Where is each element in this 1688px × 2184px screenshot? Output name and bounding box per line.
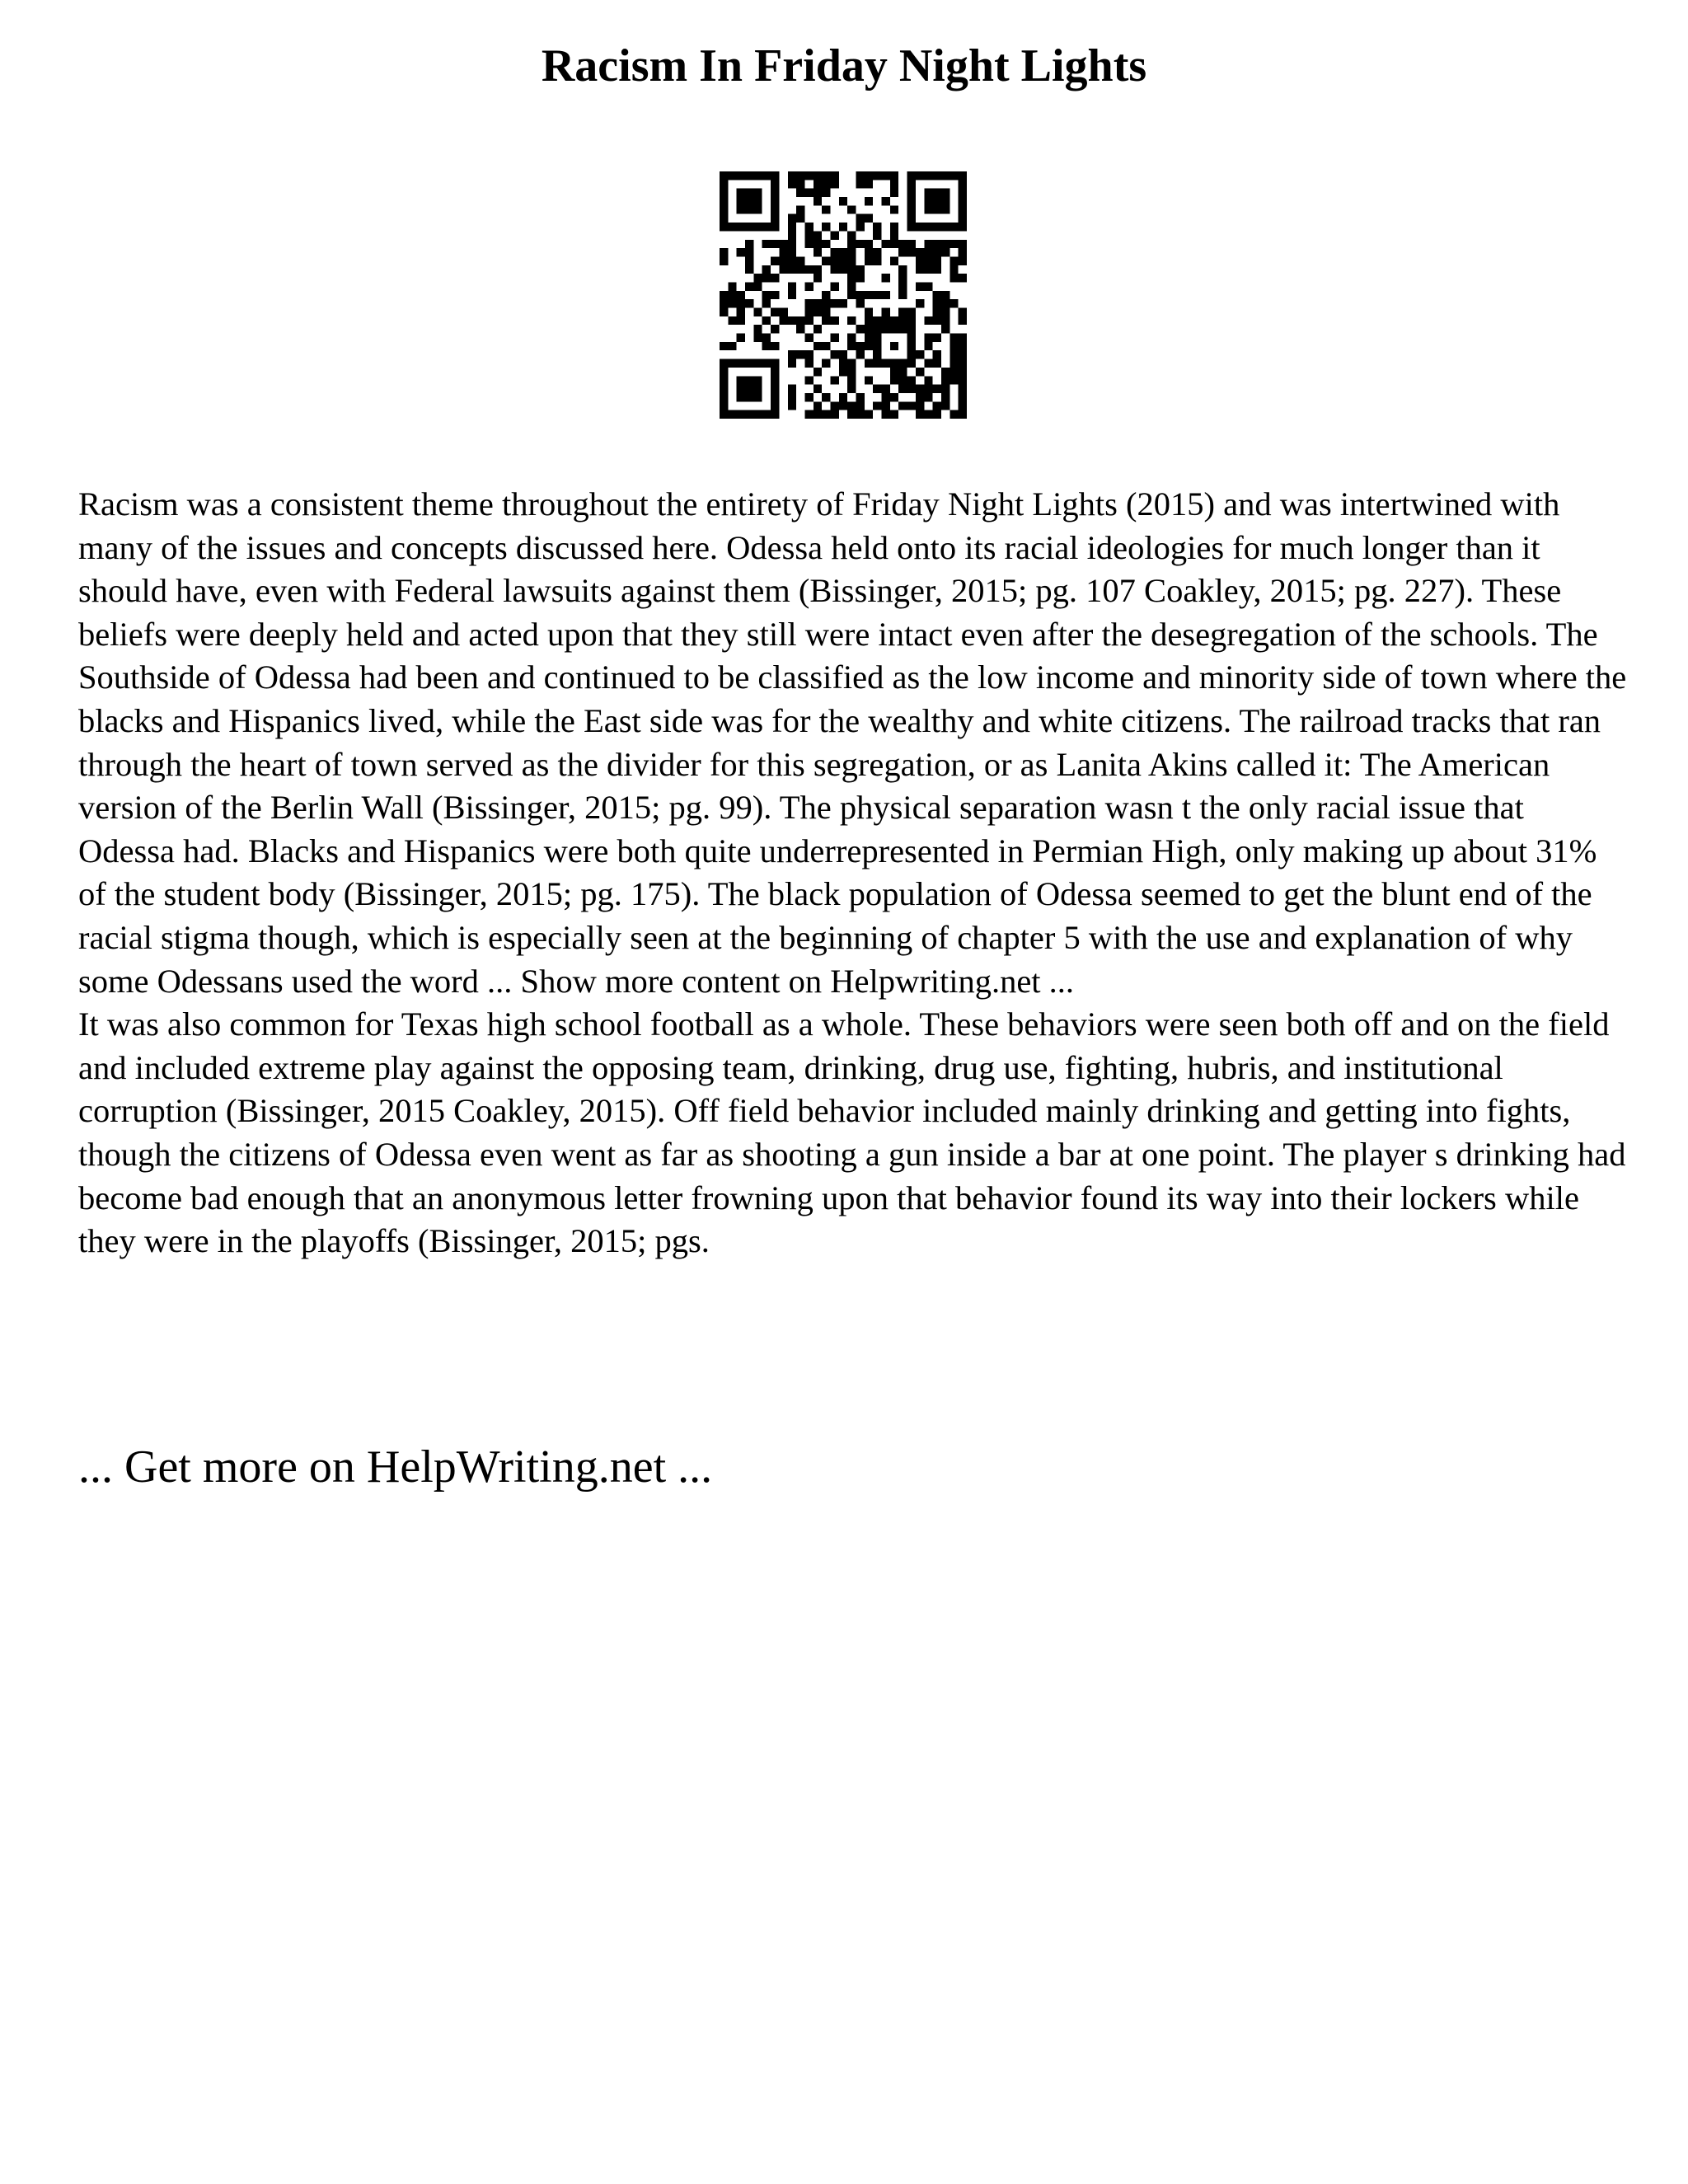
get-more-link[interactable]: ... Get more on HelpWriting.net ...	[78, 1441, 713, 1493]
page-title: Racism In Friday Night Lights	[541, 40, 1147, 91]
essay-paragraph: It was also common for Texas high school football as a whole. These behaviors were seen both off and on the field and included extreme play against the opposing team, drinking, drug use, fighting, hubris, and institutional corruption (Bissinger, 2015 Coakley, 2015). Off field behavior included mainly drinking and getting into fights, though the citizens of Odessa even went as far as shooting a gun inside a bar at one point. The player s drinking had become bad enough that an anonymous letter frowning upon that behavior found its way into their lockers while they were in the playoffs (Bissinger, 2015; pgs.	[78, 1005, 1626, 1260]
essay-paragraph: Racism was a consistent theme throughout the entirety of Friday Night Lights (2015) and was intertwined with many of the issues and concepts discussed here. Odessa held onto its racial ideologies for much longer than it should have, even with Federal lawsuits against them (Bissinger, 2015; pg. 107 Coakley, 2015; pg. 227). These beliefs were deeply held and acted upon that they still were intact even after the desegregation of the schools. The Southside of Odessa had been and continued to be classified as the low income and minority side of town where the blacks and Hispanics lived, while the East side was for the wealthy and white citizens. The railroad tracks that ran through the heart of town served as the divider for this segregation, or as Lanita Akins called it: The American version of the Berlin Wall (Bissinger, 2015; pg. 99). The physical separation wasn t the only racial issue that Odessa had. Blacks and Hispanics were both quite underrepresented in Permian High, only making up about 31% of the student body (Bissinger, 2015; pg. 175). The black population of Odessa seemed to get the blunt end of the racial stigma though, which is especially seen at the beginning of chapter 5 with the use and explanation of why some Odessans used the word ... Show more content on Helpwriting.net ...	[78, 485, 1627, 1000]
essay-body	[78, 483, 1628, 1263]
qr-code-icon	[720, 171, 967, 419]
